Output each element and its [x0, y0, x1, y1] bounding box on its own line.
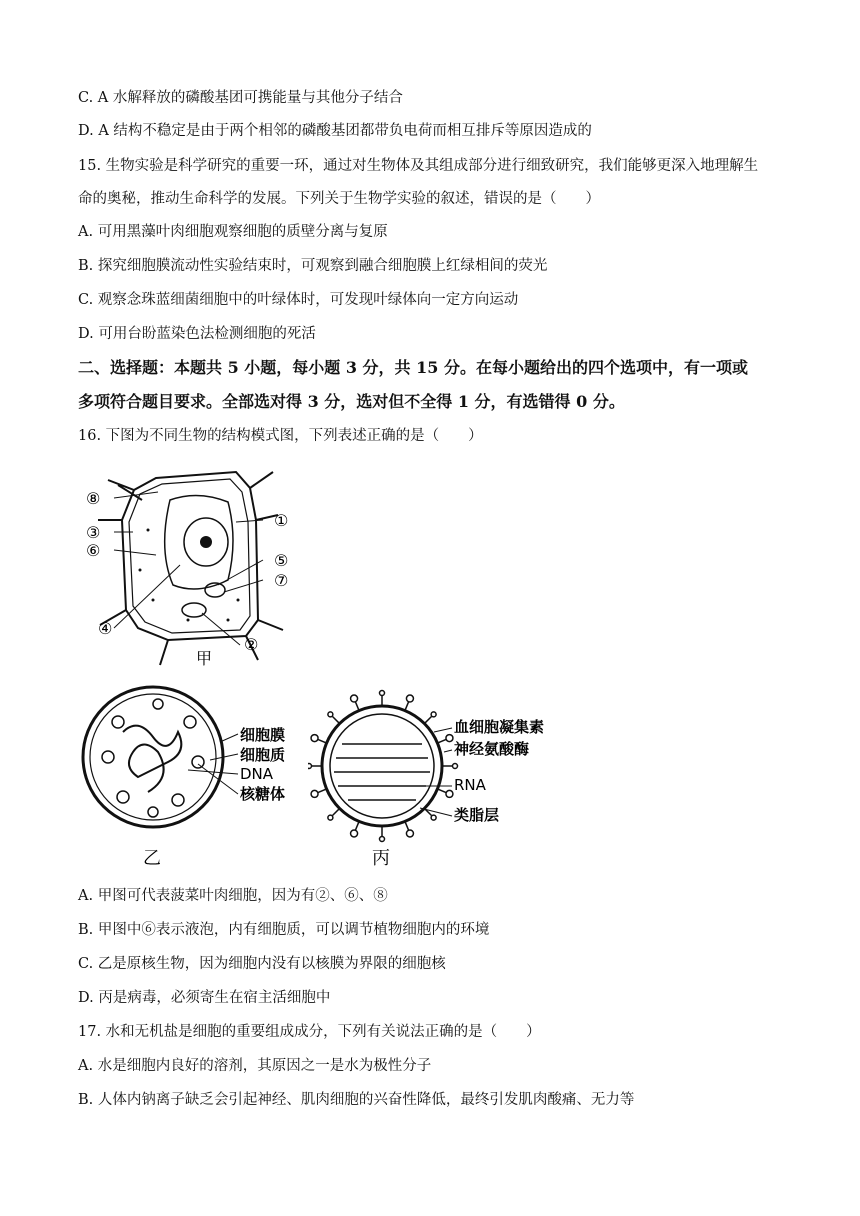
label-5: ⑤ — [274, 551, 289, 570]
virus-spike-head — [380, 691, 385, 696]
question-15-line1: 15. 生物实验是科学研究的重要一环，通过对生物体及其组成部分进行细致研究，我们能够更深入地理解生 — [78, 158, 759, 174]
virus-spike — [424, 717, 431, 724]
virus-spike-head — [380, 837, 385, 842]
label-dna: DNA — [240, 765, 274, 783]
virus-spike — [405, 701, 409, 710]
label-7: ⑦ — [274, 571, 289, 590]
option-c-q14: C. A 水解释放的磷酸基团可携能量与其他分子结合 — [78, 90, 403, 106]
label-cytoplasm: 细胞质 — [240, 746, 286, 764]
virus-spike — [355, 701, 359, 710]
virus-spike — [437, 739, 446, 743]
question-15-line2: 命的奥秘，推动生命科学的发展。下列关于生物学实验的叙述，错误的是（ ） — [78, 191, 600, 207]
virus-spike-head — [311, 790, 318, 797]
label-2: ② — [244, 635, 259, 654]
q16-option-b: B. 甲图中⑥表示液泡，内有细胞质，可以调节植物细胞内的环境 — [78, 922, 490, 938]
virus-spike-head — [406, 830, 413, 837]
label-3: ③ — [86, 523, 101, 542]
figure-jia-plant-cell — [78, 460, 318, 680]
virus-spike — [333, 717, 340, 724]
section-2-heading-line2: 多项符合题目要求。全部选对得 3 分，选对但不全得 1 分，有选错得 0 分。 — [78, 392, 625, 411]
caption-jia: 甲 — [196, 649, 213, 668]
virus-spike-head — [431, 712, 436, 717]
virus-spike — [355, 821, 359, 830]
section-2-heading-line1: 二、选择题：本题共 5 小题，每小题 3 分，共 15 分。在每小题给出的四个选项中，有一项或 — [78, 358, 748, 377]
virus-spike-head — [446, 735, 453, 742]
virus-spike — [317, 739, 326, 743]
figure-bing-virus — [308, 682, 598, 874]
virus-spike — [405, 821, 409, 830]
label-hemagglutinin: 血细胞凝集素 — [454, 718, 545, 736]
question-16: 16. 下图为不同生物的结构模式图，下列表述正确的是（ ） — [78, 428, 483, 444]
q15-option-a: A. 可用黑藻叶肉细胞观察细胞的质壁分离与复原 — [78, 224, 388, 240]
virus-spike-head — [328, 815, 333, 820]
virus-spike-head — [406, 695, 413, 702]
label-rna: RNA — [454, 776, 486, 794]
q17-option-a: A. 水是细胞内良好的溶剂，其原因之一是水为极性分子 — [78, 1058, 432, 1074]
q16-option-c: C. 乙是原核生物，因为细胞内没有以核膜为界限的细胞核 — [78, 956, 446, 972]
label-1: ① — [274, 511, 289, 530]
virus-spike — [437, 789, 446, 793]
q15-option-b: B. 探究细胞膜流动性实验结束时，可观察到融合细胞膜上红绿相间的荧光 — [78, 258, 548, 274]
label-6: ⑥ — [86, 541, 101, 560]
q17-option-b: B. 人体内钠离子缺乏会引起神经、肌肉细胞的兴奋性降低，最终引发肌肉酸痛、无力等 — [78, 1092, 635, 1108]
virus-spike — [333, 808, 340, 815]
virus-spike-head — [446, 790, 453, 797]
option-d-q14: D. A 结构不稳定是由于两个相邻的磷酸基团都带负电荷而相互排斥等原因造成的 — [78, 123, 592, 139]
question-17: 17. 水和无机盐是细胞的重要组成成分，下列有关说法正确的是（ ） — [78, 1024, 541, 1040]
virus-spike-head — [431, 815, 436, 820]
virus-spike-head — [351, 695, 358, 702]
label-4: ④ — [98, 619, 113, 638]
label-8: ⑧ — [86, 489, 101, 508]
virus-spike-head — [351, 830, 358, 837]
virus-spike-head — [328, 712, 333, 717]
label-lipid-layer: 类脂层 — [454, 806, 500, 824]
q15-option-c: C. 观察念珠蓝细菌细胞中的叶绿体时，可发现叶绿体向一定方向运动 — [78, 292, 519, 308]
label-neuraminidase: 神经氨酸酶 — [454, 740, 530, 758]
virus-spike-head — [311, 735, 318, 742]
caption-bing: 丙 — [372, 848, 390, 869]
caption-yi: 乙 — [143, 848, 161, 869]
q16-option-a: A. 甲图可代表菠菜叶肉细胞，因为有②、⑥、⑧ — [78, 888, 388, 904]
label-cell-membrane: 细胞膜 — [240, 726, 286, 744]
virus-spike — [317, 789, 326, 793]
label-ribosome: 核糖体 — [240, 785, 286, 803]
q15-option-d: D. 可用台盼蓝染色法检测细胞的死活 — [78, 326, 316, 342]
virus-spike-head — [453, 764, 458, 769]
q16-option-d: D. 丙是病毒，必须寄生在宿主活细胞中 — [78, 990, 331, 1006]
virus-spike-head — [308, 764, 312, 769]
figure-yi-prokaryote — [78, 682, 308, 874]
